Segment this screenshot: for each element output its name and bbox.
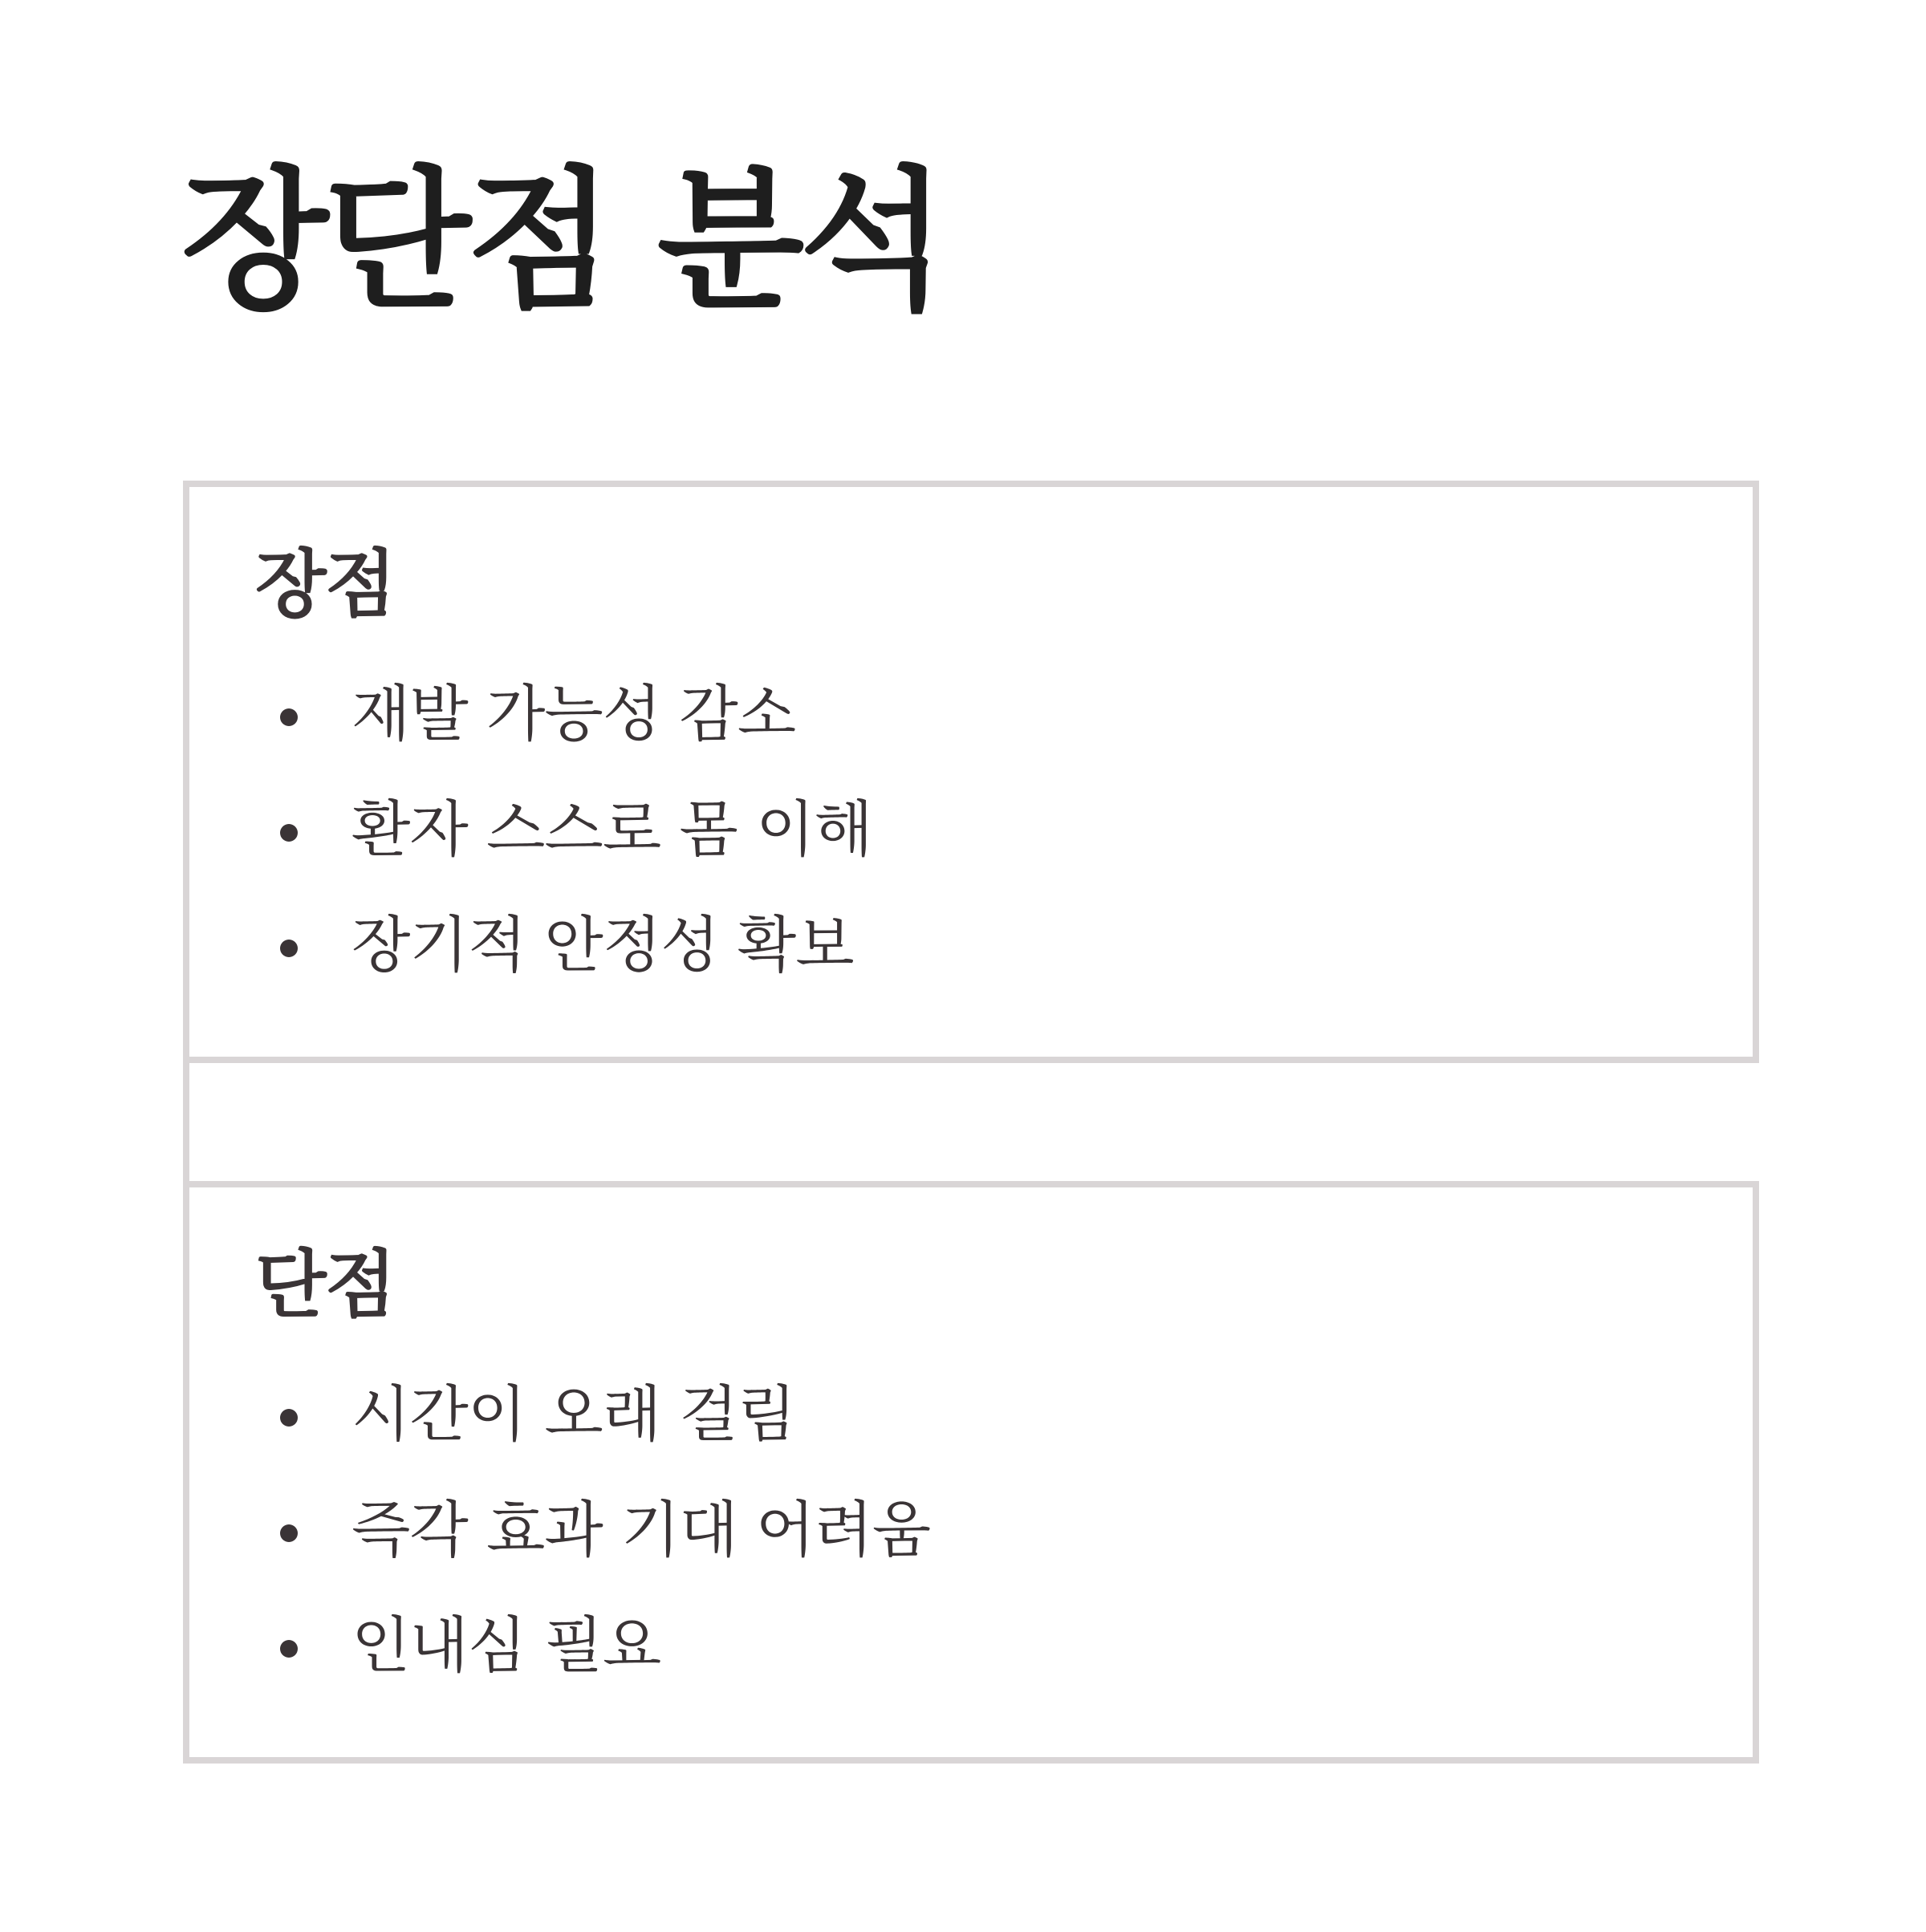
list-item [189, 1379, 1753, 1456]
list-item [189, 1495, 1753, 1572]
page-title: 장단점 분석 [181, 152, 942, 330]
list-item-text: 시간이 오래 걸림 [351, 1378, 796, 1450]
list-item-text: 환자 스스로 몸 이해 [351, 794, 872, 865]
bullet-icon [280, 1524, 298, 1542]
pros-card [183, 481, 1759, 1063]
list-item-text: 즉각 효과 기대 어려움 [351, 1494, 931, 1565]
cons-heading: 단점 [255, 1242, 395, 1328]
list-item-text: 장기적 안정성 확보 [351, 909, 854, 980]
list-item-text: 인내심 필요 [351, 1609, 661, 1681]
list-item [189, 1610, 1753, 1687]
bullet-icon [280, 1640, 298, 1658]
bullet-icon [280, 1409, 298, 1427]
bullet-icon [280, 708, 298, 726]
list-item-text: 재발 가능성 감소 [351, 678, 796, 749]
list-item [189, 679, 1753, 756]
bullet-icon [280, 824, 298, 842]
bullet-icon [280, 940, 298, 957]
list-item [189, 910, 1753, 987]
list-item [189, 794, 1753, 871]
cons-card [183, 1181, 1759, 1764]
pros-heading: 장점 [255, 542, 395, 627]
